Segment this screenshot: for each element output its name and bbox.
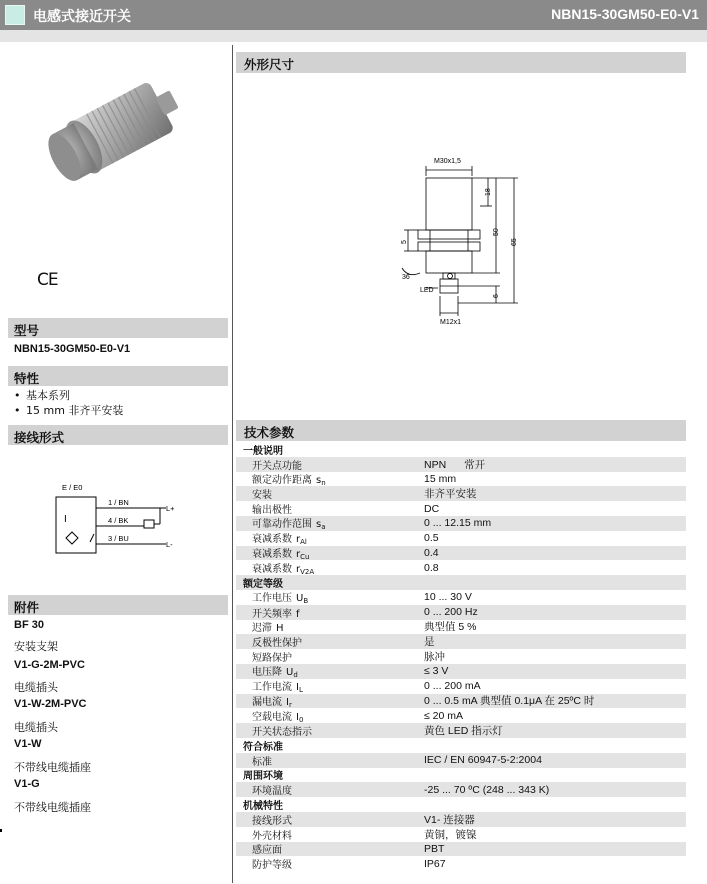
spec-label: 衰减系数 $r_{V2A}$ bbox=[252, 563, 315, 576]
spec-label: 感应面 bbox=[252, 845, 282, 857]
spec-label: 反极性保护 bbox=[252, 638, 302, 650]
spec-value: ≤ 20 mA bbox=[424, 709, 464, 722]
header-bar bbox=[0, 0, 707, 30]
dimension-drawing bbox=[380, 148, 540, 338]
spec-symbol: I bbox=[286, 696, 289, 708]
spec-value: PBT bbox=[424, 842, 445, 855]
spec-value: 0 ... 200 Hz bbox=[424, 606, 478, 619]
dim-36: 36 bbox=[402, 274, 410, 281]
spec-symbol-sub: B bbox=[303, 597, 309, 606]
spec-group-header bbox=[236, 738, 686, 753]
section-model-title: 型号 bbox=[14, 323, 40, 338]
section-accessories-title: 附件 bbox=[14, 600, 40, 615]
spec-value: 典型值 5 % bbox=[424, 621, 477, 634]
spec-row bbox=[236, 634, 686, 649]
diamond-icon bbox=[66, 532, 78, 544]
spec-value: IEC / EN 60947-5-2:2004 bbox=[424, 754, 542, 767]
spec-value: 15 mm bbox=[424, 472, 457, 485]
spec-value: 0 ... 0.5 mA 典型值 0.1μA 在 25ºC 时 bbox=[424, 695, 595, 708]
spec-row bbox=[236, 723, 686, 738]
wiring-diagram-title: E / E0 bbox=[62, 483, 83, 492]
spec-value: ≤ 3 V bbox=[424, 665, 449, 678]
spec-symbol: I bbox=[296, 682, 299, 694]
spec-value: -25 ... 70 ºC (248 ... 343 K) bbox=[424, 783, 550, 796]
spec-label: 输出极性 bbox=[252, 505, 292, 517]
spec-label: 开关点功能 bbox=[252, 460, 302, 472]
dim-connector: M12x1 bbox=[440, 319, 462, 326]
feature-item: • 15 mm 非齐平安装 bbox=[14, 403, 123, 418]
feature-item: • 基本系列 bbox=[14, 388, 123, 403]
spec-label: 漏电流 $I_r$ bbox=[252, 696, 292, 709]
wiring-symbol-i: I bbox=[64, 514, 67, 525]
column-divider bbox=[232, 45, 233, 883]
spec-label: 衰减系数 $r_{Cu}$ bbox=[252, 548, 310, 561]
accessory-name: V1-G-2M-PVC bbox=[14, 659, 85, 671]
spec-symbol-sub: a bbox=[321, 523, 326, 532]
spec-value: 黄色 LED 指示灯 bbox=[424, 725, 503, 738]
spec-label: 外壳材料 bbox=[252, 830, 292, 842]
section-dimensions bbox=[236, 52, 686, 73]
spec-label: 空载电流 $I_0$ bbox=[252, 711, 304, 724]
spec-symbol: U bbox=[296, 593, 304, 605]
spec-label: 防护等级 bbox=[252, 860, 292, 872]
section-accessories bbox=[8, 595, 228, 615]
spec-value: NPN 常开 bbox=[424, 458, 486, 471]
spec-value: 是 bbox=[424, 636, 435, 649]
spec-value: 0.8 bbox=[424, 561, 439, 574]
spec-value: IP67 bbox=[424, 857, 446, 870]
spec-label: 工作电压 $U_B$ bbox=[252, 593, 309, 606]
spec-label: 接线形式 bbox=[252, 815, 292, 827]
section-features-title: 特性 bbox=[14, 371, 40, 386]
section-wiring bbox=[8, 425, 228, 445]
spec-label: 迟滞 H bbox=[252, 623, 284, 635]
spec-symbol: r bbox=[296, 534, 301, 546]
spec-value: 0 ... 200 mA bbox=[424, 680, 481, 693]
spec-row bbox=[236, 516, 686, 531]
spec-symbol: r bbox=[296, 563, 301, 575]
dim-18: 18 bbox=[485, 188, 492, 196]
section-specs-title: 技术参数 bbox=[244, 425, 295, 440]
section-dimensions-title: 外形尺寸 bbox=[244, 57, 295, 72]
spec-row bbox=[236, 649, 686, 664]
spec-symbol: I bbox=[296, 711, 299, 723]
spec-value: 0.4 bbox=[424, 546, 439, 559]
spec-row bbox=[236, 457, 686, 472]
spec-group-header bbox=[236, 575, 686, 590]
spec-row bbox=[236, 472, 686, 487]
load-icon bbox=[144, 520, 154, 528]
spec-label: 额定等级 bbox=[243, 579, 283, 591]
spec-row bbox=[236, 753, 686, 768]
spec-label: 标准 bbox=[252, 756, 272, 768]
margin-mark bbox=[0, 829, 2, 832]
wire-label-bk: 4 / BK bbox=[108, 516, 129, 525]
spec-value-secondary: 常开 bbox=[464, 458, 486, 471]
spec-group-header bbox=[236, 442, 686, 457]
spec-label: 安装 bbox=[252, 490, 272, 502]
spec-row bbox=[236, 679, 686, 694]
spec-symbol: s bbox=[316, 519, 322, 531]
spec-row bbox=[236, 605, 686, 620]
spec-row bbox=[236, 531, 686, 546]
spec-row bbox=[236, 620, 686, 635]
spec-label: 电压降 $U_d$ bbox=[252, 667, 298, 680]
wire-label-bn: 1 / BN bbox=[108, 498, 129, 507]
spec-symbol: r bbox=[296, 548, 301, 560]
spec-value: 黄铜，镀镍 bbox=[424, 828, 477, 841]
spec-label: 环境温度 bbox=[252, 786, 292, 798]
spec-label: 周围环境 bbox=[243, 771, 283, 783]
dim-6: 6 bbox=[493, 294, 500, 298]
spec-row bbox=[236, 708, 686, 723]
spec-row bbox=[236, 856, 686, 871]
dim-5: 5 bbox=[401, 240, 408, 244]
spec-symbol: H bbox=[276, 623, 284, 635]
section-wiring-title: 接线形式 bbox=[14, 430, 65, 445]
logo-square-icon bbox=[5, 5, 25, 25]
terminal-l-plus: L+ bbox=[166, 504, 175, 513]
section-model bbox=[8, 318, 228, 338]
terminal-l-minus: L- bbox=[166, 540, 173, 549]
spec-value: V1- 连接器 bbox=[424, 813, 475, 826]
wire-label-bu: 3 / BU bbox=[108, 534, 129, 543]
spec-group-header bbox=[236, 768, 686, 783]
accessory-name: BF 30 bbox=[14, 619, 44, 631]
spec-symbol-sub: V2A bbox=[300, 567, 315, 576]
spec-label: 开关状态指示 bbox=[252, 727, 312, 739]
header-subbar bbox=[0, 30, 707, 42]
spec-label: 符合标准 bbox=[243, 741, 283, 753]
accessory-desc: 电缆插头 bbox=[14, 721, 58, 734]
spec-label: 开关频率 f bbox=[252, 608, 300, 620]
led-label: LED bbox=[420, 287, 434, 294]
features-list bbox=[14, 388, 123, 418]
spec-label: 短路保护 bbox=[252, 653, 292, 665]
section-specs bbox=[236, 420, 686, 441]
accessory-name: V1-W bbox=[14, 738, 42, 750]
accessory-desc: 电缆插头 bbox=[14, 681, 58, 694]
spec-label: 可靠动作范围 $s_a$ bbox=[252, 519, 326, 532]
spec-symbol-sub: Al bbox=[300, 538, 307, 547]
spec-symbol: s bbox=[316, 475, 322, 486]
wiring-diagram bbox=[52, 482, 182, 554]
ce-mark: CE bbox=[37, 270, 58, 290]
spec-table bbox=[236, 442, 686, 871]
spec-label: 机械特性 bbox=[243, 801, 283, 813]
accessory-desc: 不带线电缆插座 bbox=[14, 801, 91, 814]
spec-value: DC bbox=[424, 502, 440, 515]
spec-symbol-sub: n bbox=[321, 479, 326, 487]
spec-value: 0 ... 12.15 mm bbox=[424, 517, 492, 530]
section-features bbox=[8, 366, 228, 386]
spec-row bbox=[236, 812, 686, 827]
spec-row bbox=[236, 590, 686, 605]
spec-label: 工作电流 $I_L$ bbox=[252, 682, 303, 695]
spec-label: 衰减系数 $r_{Al}$ bbox=[252, 534, 307, 547]
dim-thread: M30x1,5 bbox=[434, 158, 461, 165]
spec-row bbox=[236, 842, 686, 857]
spec-row bbox=[236, 694, 686, 709]
page-title: 电感式接近开关 bbox=[33, 9, 131, 25]
spec-row bbox=[236, 827, 686, 842]
spec-label: 一般说明 bbox=[243, 445, 283, 457]
accessory-name: V1-G bbox=[14, 778, 40, 790]
model-value: NBN15-30GM50-E0-V1 bbox=[14, 343, 131, 355]
spec-symbol: f bbox=[296, 608, 300, 620]
spec-label: 额定动作距离 $s_n$ bbox=[252, 475, 326, 487]
spec-row bbox=[236, 664, 686, 679]
spec-symbol-sub: L bbox=[298, 686, 303, 695]
spec-symbol-sub: d bbox=[293, 671, 298, 680]
spec-symbol-sub: Cu bbox=[300, 552, 310, 561]
spec-symbol-sub: r bbox=[288, 700, 292, 709]
spec-symbol: U bbox=[286, 667, 294, 679]
dim-65: 65 bbox=[511, 238, 518, 246]
spec-row bbox=[236, 486, 686, 501]
spec-row bbox=[236, 546, 686, 561]
spec-row bbox=[236, 501, 686, 516]
spec-value: 10 ... 30 V bbox=[424, 591, 472, 604]
product-photo bbox=[40, 75, 190, 195]
spec-value: 脉冲 bbox=[424, 651, 445, 664]
spec-row bbox=[236, 560, 686, 575]
spec-value: 非齐平安装 bbox=[424, 488, 477, 501]
model-number: NBN15-30GM50-E0-V1 bbox=[551, 6, 699, 22]
accessory-name: V1-W-2M-PVC bbox=[14, 698, 87, 710]
spec-group-header bbox=[236, 797, 686, 812]
accessory-desc: 安装支架 bbox=[14, 640, 58, 653]
dim-50: 50 bbox=[493, 228, 500, 236]
spec-row bbox=[236, 782, 686, 797]
accessory-desc: 不带线电缆插座 bbox=[14, 761, 91, 774]
spec-symbol-sub: 0 bbox=[298, 715, 304, 724]
spec-value: 0.5 bbox=[424, 532, 439, 545]
